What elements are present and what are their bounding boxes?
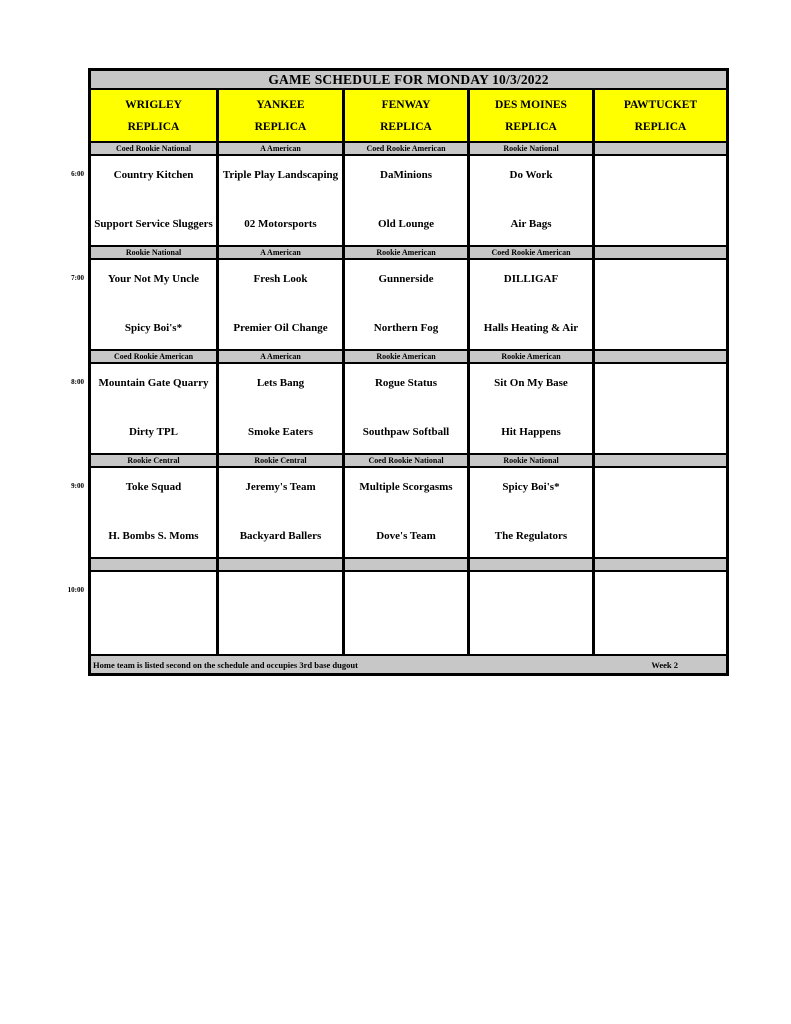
away-team: Multiple Scorgasms	[359, 481, 453, 493]
division-label: Coed Rookie American	[470, 247, 595, 260]
venue-header-row	[91, 90, 726, 143]
game-cell	[91, 260, 219, 351]
venue-type: REPLICA	[634, 120, 687, 133]
venue-type: REPLICA	[380, 120, 432, 133]
home-team: Hit Happens	[501, 426, 561, 438]
game-cell	[91, 156, 219, 247]
division-label: Rookie American	[345, 247, 470, 260]
game-cell	[595, 156, 726, 247]
game-cell	[91, 468, 219, 559]
away-team: Country Kitchen	[113, 169, 194, 181]
game-cell	[345, 156, 470, 247]
game-cell	[595, 260, 726, 351]
division-label: Rookie Central	[219, 455, 345, 468]
division-row-700	[91, 247, 726, 260]
game-cell	[470, 364, 595, 455]
venue-header-yankee	[219, 90, 345, 143]
division-label: Rookie American	[470, 351, 595, 364]
game-cell	[219, 364, 345, 455]
venue-type: REPLICA	[254, 120, 307, 133]
away-team: Spicy Boi's*	[502, 481, 560, 493]
away-team: Your Not My Uncle	[107, 273, 200, 285]
division-label	[470, 559, 595, 572]
division-label	[595, 455, 726, 468]
game-cell	[470, 468, 595, 559]
venue-header-wrigley	[91, 90, 219, 143]
schedule-table	[88, 68, 729, 676]
time-label-700: 7:00	[71, 274, 84, 282]
division-label	[595, 559, 726, 572]
home-team: Dove's Team	[376, 530, 436, 542]
venue-name: DES MOINES	[495, 98, 567, 111]
game-cell	[219, 156, 345, 247]
home-team: Halls Heating & Air	[483, 322, 579, 334]
away-team: Sit On My Base	[494, 377, 568, 389]
away-team: DILLIGAF	[503, 273, 559, 285]
venue-name: PAWTUCKET	[623, 98, 698, 111]
game-row-700	[91, 260, 726, 351]
division-label: A American	[219, 143, 345, 156]
home-team: Southpaw Softball	[362, 426, 450, 438]
venue-name: FENWAY	[381, 98, 431, 111]
away-team: Jeremy's Team	[245, 481, 316, 493]
away-team: Do Work	[509, 169, 553, 181]
home-team: H. Bombs S. Moms	[108, 530, 199, 542]
time-label-800: 8:00	[71, 378, 84, 386]
division-label: Rookie National	[91, 247, 219, 260]
footer-bar	[91, 656, 726, 673]
game-cell	[91, 364, 219, 455]
game-cell	[470, 572, 595, 656]
game-cell	[470, 260, 595, 351]
away-team: Toke Squad	[125, 481, 182, 493]
division-row-800	[91, 351, 726, 364]
home-team: 02 Motorsports	[244, 218, 317, 230]
game-row-600	[91, 156, 726, 247]
home-team: Air Bags	[510, 218, 552, 230]
time-label-1000: 10:00	[67, 586, 84, 594]
game-cell	[345, 572, 470, 656]
page-title: GAME SCHEDULE FOR MONDAY 10/3/2022	[91, 71, 726, 90]
game-row-900	[91, 468, 726, 559]
division-row-600	[91, 143, 726, 156]
venue-name: WRIGLEY	[125, 98, 182, 111]
venue-header-des-moines	[470, 90, 595, 143]
game-cell	[219, 572, 345, 656]
home-team: Support Service Sluggers	[94, 218, 213, 230]
away-team: Fresh Look	[253, 273, 308, 285]
venue-header-pawtucket	[595, 90, 726, 143]
week-badge: Week 2	[651, 659, 678, 670]
venue-header-fenway	[345, 90, 470, 143]
game-cell	[470, 156, 595, 247]
division-label: Rookie American	[345, 351, 470, 364]
division-row-900	[91, 455, 726, 468]
home-team: Old Lounge	[378, 218, 434, 230]
away-team: Rogue Status	[374, 377, 438, 389]
time-label-900: 9:00	[71, 482, 84, 490]
away-team: Mountain Gate Quarry	[98, 377, 209, 389]
home-team: Smoke Eaters	[247, 426, 314, 438]
division-label	[595, 351, 726, 364]
division-label	[345, 559, 470, 572]
game-cell	[595, 468, 726, 559]
venue-type: REPLICA	[127, 120, 180, 133]
footer-note: Home team is listed second on the schedule and occupies 3rd base dugout	[93, 659, 358, 670]
division-label: Coed Rookie National	[345, 455, 470, 468]
division-label	[219, 559, 345, 572]
division-label	[595, 247, 726, 260]
home-team: Dirty TPL	[129, 426, 178, 438]
game-cell	[345, 260, 470, 351]
game-row-800	[91, 364, 726, 455]
away-team: Lets Bang	[256, 377, 305, 389]
game-cell	[595, 364, 726, 455]
schedule-sheet	[67, 68, 729, 676]
game-cell	[91, 572, 219, 656]
home-team: Northern Fog	[373, 322, 439, 334]
home-team: The Regulators	[494, 530, 568, 542]
division-label: A American	[219, 351, 345, 364]
away-team: DaMinions	[380, 169, 432, 181]
division-label: Rookie National	[470, 143, 595, 156]
venue-type: REPLICA	[505, 120, 557, 133]
home-team: Spicy Boi's*	[124, 322, 183, 334]
away-team: Triple Play Landscaping	[222, 169, 339, 181]
game-row-1000	[91, 572, 726, 656]
division-label: Coed Rookie American	[345, 143, 470, 156]
division-label	[595, 143, 726, 156]
division-label	[91, 559, 219, 572]
home-team: Premier Oil Change	[233, 322, 328, 334]
time-label-600: 6:00	[71, 170, 84, 178]
division-label: A American	[219, 247, 345, 260]
venue-name: YANKEE	[256, 98, 305, 111]
game-cell	[595, 572, 726, 656]
division-label: Rookie Central	[91, 455, 219, 468]
game-cell	[345, 468, 470, 559]
division-label: Rookie National	[470, 455, 595, 468]
game-cell	[219, 468, 345, 559]
game-cell	[219, 260, 345, 351]
game-cell	[345, 364, 470, 455]
home-team: Backyard Ballers	[239, 530, 322, 542]
away-team: Gunnerside	[378, 273, 434, 285]
division-label: Coed Rookie American	[91, 351, 219, 364]
division-label: Coed Rookie National	[91, 143, 219, 156]
division-row-1000	[91, 559, 726, 572]
